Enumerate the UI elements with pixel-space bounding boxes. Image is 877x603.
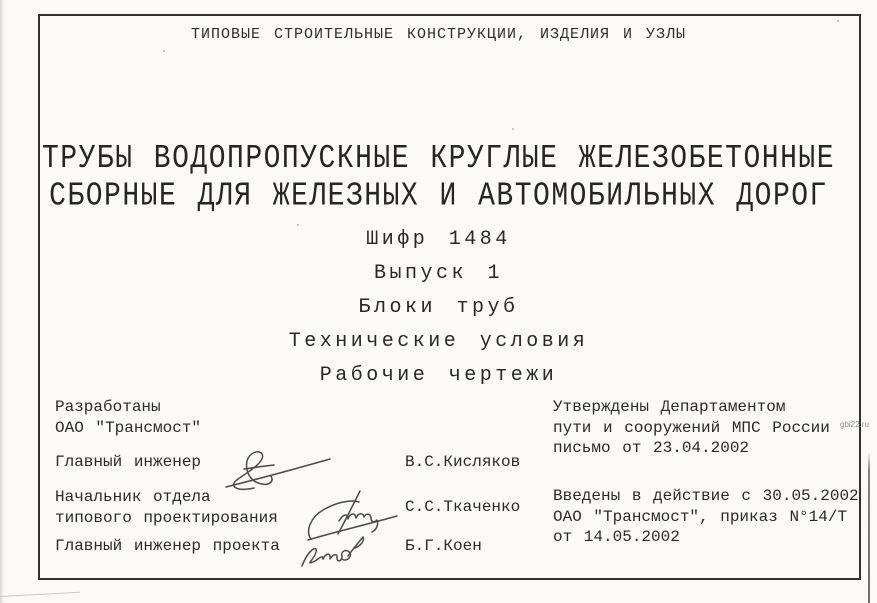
working-drawings-line: Рабочие чертежи [319,364,558,387]
enacted-block [553,486,859,548]
signature-chief-project-engineer [296,532,368,574]
enacted-line: ОАО "Трансмост", приказ N°14/Т [553,507,848,526]
signatory-role: Главный инженер проекта [55,537,280,555]
approved-line: Утверждены Департаментом [553,398,786,416]
approved-line: письмо от 23.04.2002 [553,439,750,458]
subject-line: Блоки труб [358,296,519,319]
signatory-name: Б.Г.Коен [405,537,482,555]
enacted-line: Введены в действие с 30.05.2002 [553,487,859,505]
approved-by-block [553,397,830,459]
signatory-role [55,487,278,528]
signatory-name: В.С.Кисляков [405,453,521,471]
cipher-number: Шифр 1484 [366,228,511,251]
developer-organization: ОАО "Трансмост" [55,419,202,437]
title-line-1: ТРУБЫ ВОДОПРОПУСКНЫЕ КРУГЛЫЕ ЖЕЛЕЗОБЕТОННЫЕ [41,141,836,178]
technical-conditions-line: Технические условия [288,330,589,353]
scan-speck [163,50,165,52]
signatory-role-line: Начальник отдела [55,488,211,506]
signature-chief-engineer [216,444,334,492]
signatory-role: Главный инженер [55,453,202,471]
developed-by-block [55,397,201,439]
signatory-name: С.С.Ткаченко [405,498,521,516]
developed-label: Разработаны [55,398,161,416]
scan-speck [512,128,514,130]
scan-artifact-line [0,592,80,597]
signatory-role-line: типового проектирования [55,508,278,527]
issue-number: Выпуск 1 [373,262,503,285]
document-title [0,141,877,217]
scan-speck [837,20,839,22]
approved-line: пути и сооружений МПС России [553,418,830,437]
enacted-line: от 14.05.2002 [553,528,680,547]
subtitle-block [0,223,877,393]
series-title: ТИПОВЫЕ СТРОИТЕЛЬНЫЕ КОНСТРУКЦИИ, ИЗДЕЛИЯ И УЗЛЫ [190,26,687,43]
site-watermark: gbi22.ru [840,420,869,429]
scan-edge-line [868,452,870,603]
title-line-2: СБОРНЫЕ ДЛЯ ЖЕЛЕЗНЫХ И АВТОМОБИЛЬНЫХ ДОРОГ [49,178,828,216]
